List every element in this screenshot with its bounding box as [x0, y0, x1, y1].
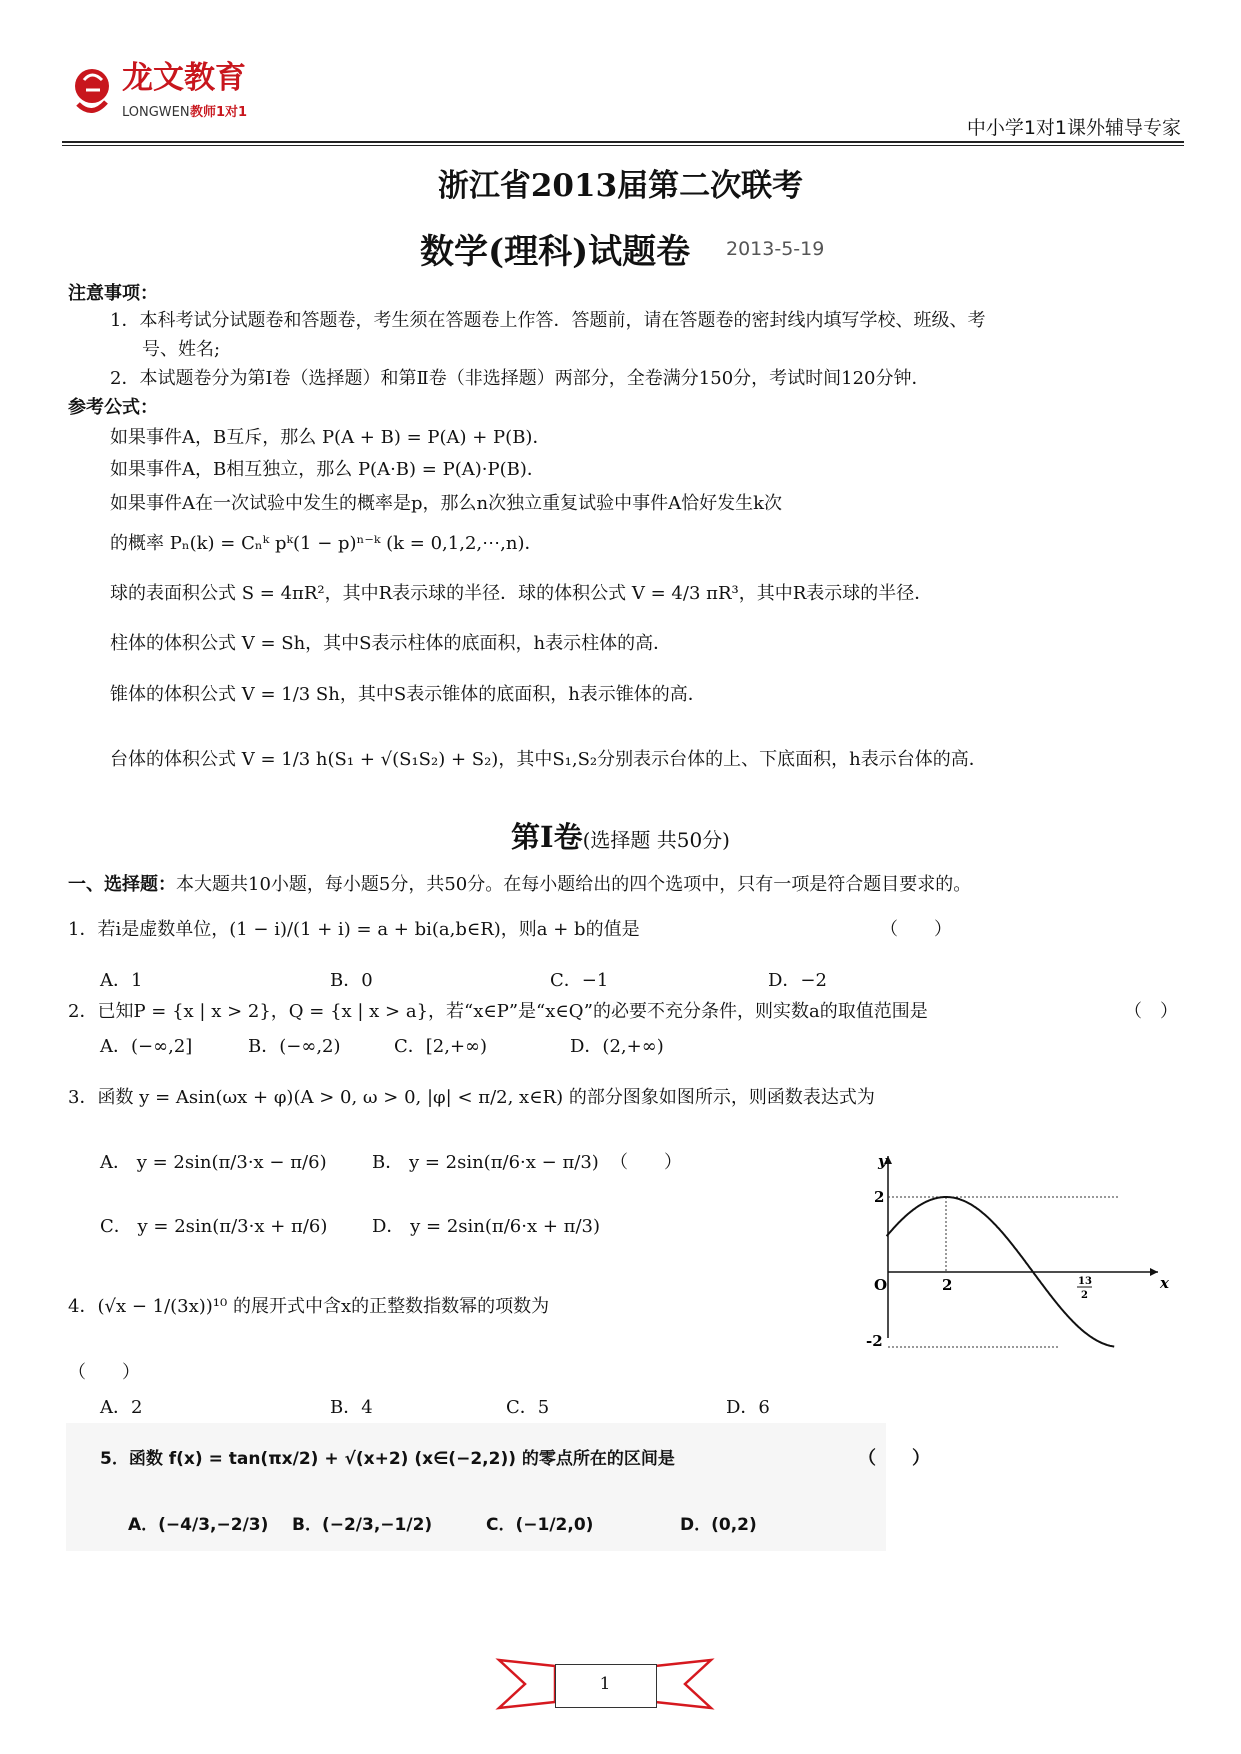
question-stem: 5．函数 f(x) = tan(πx/2) + √(x+2) (x∈(−2,2)) 的零点所在的区间是 — [100, 1449, 675, 1469]
header-rule — [62, 141, 1184, 143]
answer-paren: （ ） — [68, 1362, 140, 1383]
header-slogan: 中小学1对1课外辅导专家 — [966, 117, 1181, 139]
notice-item: 1．本科考试分试题卷和答题卷，考生须在答题卷上作答．答题前，请在答题卷的密封线内填写学校、班级、考 — [110, 310, 986, 331]
question-stem: 2．已知P = {x | x > 2}，Q = {x | x > a}，若“x∈P”是“x∈Q”的必要不充分条件，则实数a的取值范围是 — [68, 1001, 928, 1022]
logo-mark — [70, 46, 256, 130]
exam-title: 浙江省2013届第二次联考 — [437, 168, 804, 204]
section-text: 本大题共10小题，每小题5分，共50分。在每小题给出的四个选项中，只有一项是符合题目要求的。 — [176, 874, 972, 895]
section-intro — [68, 870, 971, 896]
option: A．1 — [100, 970, 143, 991]
option: B． y = 2sin(π/6·x − π/3) — [372, 1152, 599, 1173]
option: B．(−2/3,−1/2) — [292, 1515, 433, 1535]
option: C．[2,+∞) — [394, 1036, 488, 1057]
formula-line: 台体的体积公式 V = 1/3 h(S₁ + √(S₁S₂) + S₂)，其中S₁,S₂分别表示台体的上、下底面积，h表示台体的高． — [110, 749, 987, 770]
formula-line: 如果事件A在一次试验中发生的概率是p，那么n次独立重复试验中事件A恰好发生k次 — [110, 493, 783, 514]
answer-paren: （ ） — [610, 1152, 682, 1173]
option: A． y = 2sin(π/3·x − π/6) — [100, 1152, 327, 1173]
option: C． y = 2sin(π/3·x + π/6) — [100, 1216, 328, 1237]
option: B．0 — [330, 970, 373, 991]
formula-line: 锥体的体积公式 V = 1/3 Sh，其中S表示锥体的底面积，h表示锥体的高． — [110, 684, 706, 705]
ytick-label: -2 — [866, 1332, 883, 1348]
option: D．(2,+∞) — [570, 1036, 664, 1057]
notice-item: 号、姓名; — [142, 339, 221, 360]
y-label: y — [878, 1152, 887, 1170]
question-stem: 1．若i是虚数单位，(1 − i)/(1 + i) = a + bi(a,b∈R)，则a + b的值是 — [68, 919, 640, 940]
origin-label: O — [874, 1276, 888, 1294]
question-stem: 3．函数 y = Asin(ωx + φ)(A > 0, ω > 0, |φ| < π/2, x∈R) 的部分图象如图所示，则函数表达式为 — [68, 1087, 875, 1108]
sine-graph — [858, 1148, 1178, 1348]
logo-en: LONGWEN — [122, 105, 190, 120]
answer-paren: （ ） — [1124, 1001, 1178, 1022]
formula-line: 如果事件A，B互斥，那么 P(A + B) = P(A) + P(B)． — [110, 427, 551, 448]
notice-item: 2．本试题卷分为第Ⅰ卷（选择题）和第Ⅱ卷（非选择题）两部分，全卷满分150分，考试时间120分钟． — [110, 368, 930, 389]
x-label: x — [1160, 1274, 1169, 1292]
option: A．(−∞,2] — [100, 1036, 193, 1057]
answer-paren: （ ） — [858, 1448, 930, 1469]
option: C．−1 — [550, 970, 609, 991]
formula-line: 柱体的体积公式 V = Sh，其中S表示柱体的底面积，h表示柱体的高． — [110, 633, 672, 654]
option: D．(0,2) — [680, 1515, 757, 1535]
answer-paren: （ ） — [880, 919, 952, 940]
exam-subtitle: 数学(理科)试题卷 — [420, 232, 691, 272]
part-title-sub: (选择题 共50分) — [582, 828, 730, 852]
option: A．2 — [100, 1397, 143, 1418]
exam-date: 2013-5-19 — [726, 238, 825, 260]
logo-tag: 教师1对1 — [190, 105, 248, 120]
logo-cn: 龙文教育 — [122, 60, 246, 96]
section-label: 一、选择题： — [68, 874, 176, 895]
notice-heading: 注意事项： — [68, 283, 158, 304]
formula-line: 球的表面积公式 S = 4πR²，其中R表示球的半径．球的体积公式 V = 4/3 πR³，其中R表示球的半径． — [110, 583, 933, 604]
page-number: 1 — [599, 1674, 611, 1694]
question-stem: 4．(√x − 1/(3x))¹⁰ 的展开式中含x的正整数指数幂的项数为 — [68, 1296, 550, 1317]
header-rule-thin — [62, 145, 1184, 146]
part-title — [0, 815, 1241, 856]
ytick-label: 2 — [874, 1188, 885, 1206]
option: B．4 — [330, 1397, 373, 1418]
sine-graph-svg — [858, 1148, 1178, 1348]
formulas-heading: 参考公式： — [68, 397, 158, 418]
option: B．(−∞,2) — [248, 1036, 341, 1057]
option: C．(−1/2,0) — [486, 1515, 594, 1535]
x-axis-arrow-icon — [1150, 1268, 1158, 1276]
option: D．6 — [726, 1397, 770, 1418]
formula-line: 的概率 Pₙ(k) = Cₙᵏ pᵏ(1 − p)ⁿ⁻ᵏ (k = 0,1,2,⋯,n)． — [110, 533, 543, 554]
option: C．5 — [506, 1397, 550, 1418]
logo — [70, 46, 256, 130]
xtick-label: 2 — [942, 1276, 953, 1294]
option: D． y = 2sin(π/6·x + π/3) — [372, 1216, 601, 1237]
xtick-label: 13 — [1078, 1276, 1092, 1287]
formula-line: 如果事件A，B相互独立，那么 P(A·B) = P(A)·P(B)． — [110, 459, 545, 480]
option: D．−2 — [768, 970, 827, 991]
option: A．(−4/3,−2/3) — [128, 1515, 269, 1535]
xtick-label: 2 — [1081, 1290, 1088, 1301]
part-title-main: 第Ⅰ卷 — [511, 820, 583, 854]
